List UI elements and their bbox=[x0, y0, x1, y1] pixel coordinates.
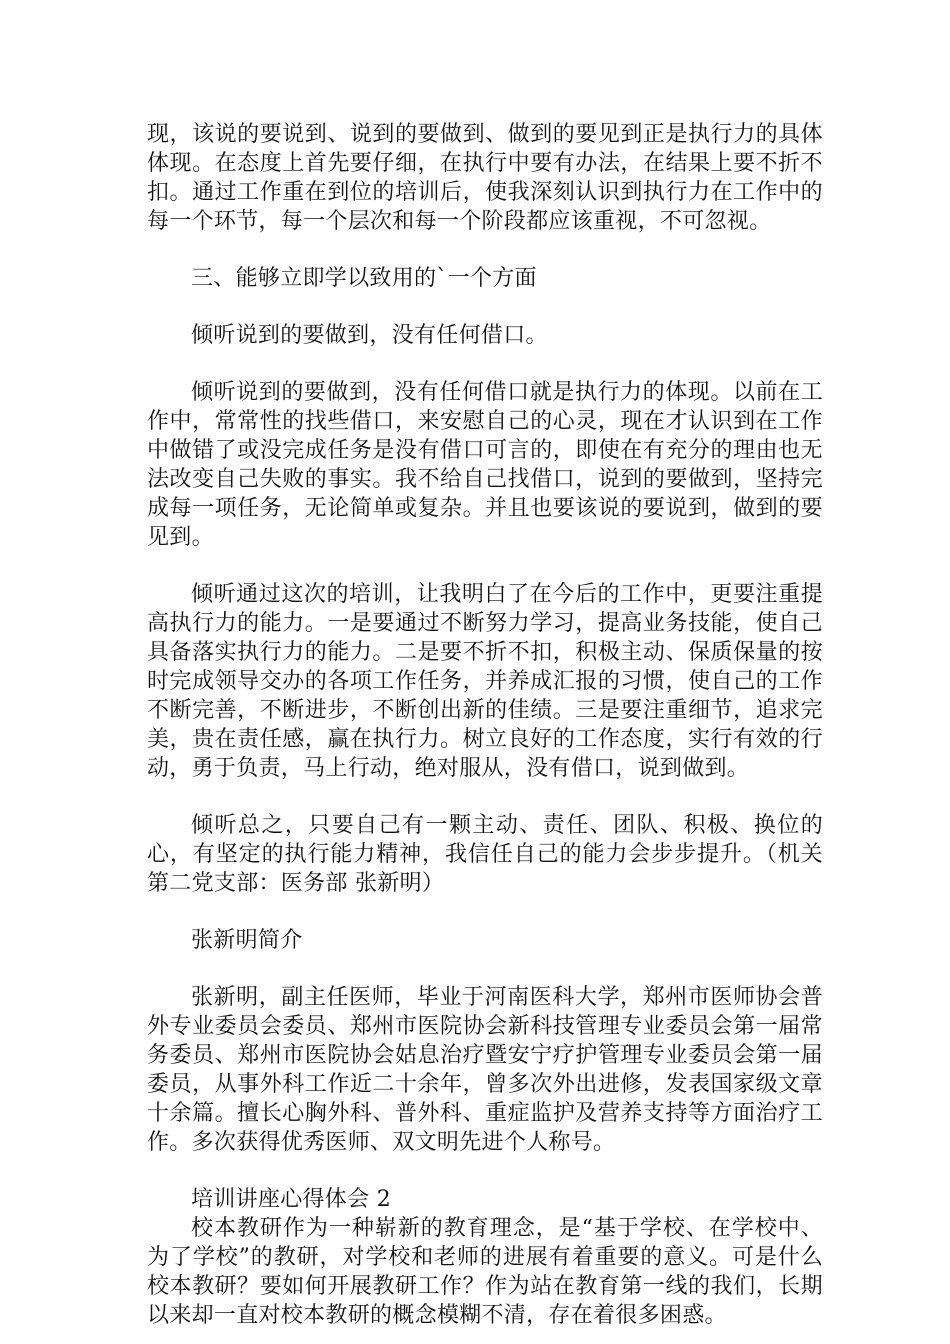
paragraph-conclusion: 倾听总之，只要自己有一颗主动、责任、团队、积极、换位的心，有坚定的执行能力精神，我信任自己的能力会步步提升。（机关第二党支部：医务部 张新明） bbox=[147, 813, 823, 896]
document-body bbox=[147, 120, 823, 1330]
author-intro-body: 张新明，副主任医师，毕业于河南医科大学，郑州市医师协会普外专业委员会委员、郑州市医院协会新科技管理专业委员会第一届常务委员、郑州市医院协会姑息治疗暨安宁疗护管理专业委员会第一届委员，从事外科工作近二十余年，曾多次外出进修，发表国家级文章十余篇。擅长心胸外科、普外科、重症监护及营养支持等方面治疗工作。多次获得优秀医师、双文明先进个人称号。 bbox=[147, 985, 823, 1155]
section-heading: 三、能够立即学以致用的`一个方面 bbox=[191, 266, 537, 291]
article-title-2: 培训讲座心得体会 2 bbox=[191, 1187, 391, 1212]
article-2-body: 校本教研作为一种崭新的教育理念，是“基于学校、在学校中、为了学校”的教研，对学校和老师的进展有着重要的意义。可是什么校本教研？要如何开展教研工作？作为站在教育第一线的我们，长期以来却一直对校本教研的概念模糊不清，存在着很多困惑。 bbox=[147, 1216, 823, 1328]
paragraph-continuation: 现，该说的要说到、说到的要做到、做到的要见到正是执行力的具体体现。在态度上首先要仔细，在执行中要有办法，在结果上要不折不扣。通过工作重在到位的培训后，使我深刻认识到执行力在工作中的每一个环节，每一个层次和每一个阶段都应该重视，不可忽视。 bbox=[147, 122, 823, 234]
author-intro-heading: 张新明简介 bbox=[191, 928, 303, 953]
paragraph-no-excuses: 倾听说到的要做到，没有任何借口就是执行力的体现。以前在工作中，常常性的找些借口，来安慰自己的心灵，现在才认识到在工作中做错了或没完成任务是没有借口可言的，即使在有充分的理由也无法改变自己失败的事实。我不给自己找借口，说到的要做到，坚持完成每一项任务，无论简单或复杂。并且也要该说的要说到，做到的要见到。 bbox=[147, 380, 823, 550]
paragraph-training-lessons: 倾听通过这次的培训，让我明白了在今后的工作中，更要注重提高执行力的能力。一是要通过不断努力学习，提高业务技能，使自己具备落实执行力的能力。二是要不折不扣，积极主动、保质保量的按时完成领导交办的各项工作任务，并养成汇报的习惯，使自己的工作不断完善，不断进步，不断创出新的佳绩。三是要注重细节，追求完美，贵在责任感，赢在执行力。树立良好的工作态度，实行有效的行动，勇于负责，马上行动，绝对服从，没有借口，说到做到。 bbox=[147, 582, 823, 781]
paragraph-subheading: 倾听说到的要做到，没有任何借口。 bbox=[191, 323, 548, 348]
